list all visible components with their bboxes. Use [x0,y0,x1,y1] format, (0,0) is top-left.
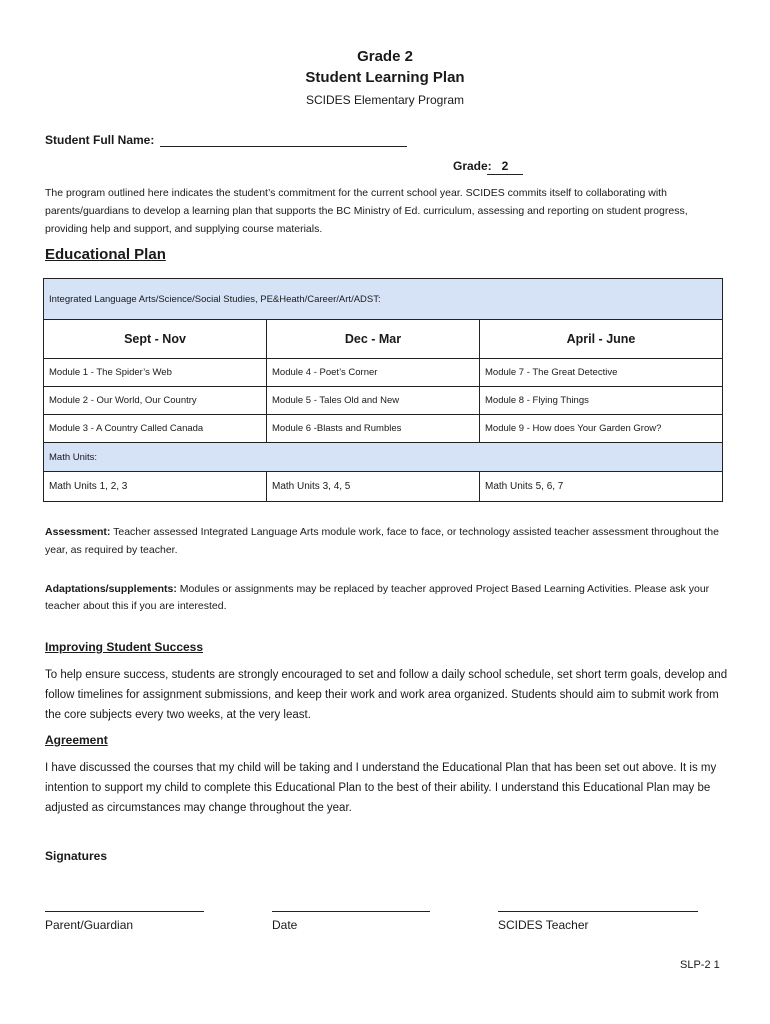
assessment-paragraph [45,523,725,559]
table-row [44,320,723,359]
module-cell: Module 8 - Flying Things [480,387,723,415]
grade-title: Grade 2 [357,48,413,65]
parent-guardian-label: Parent/Guardian [45,918,134,932]
intro-paragraph: The program outlined here indicates the student’s commitment for the current school year. SCIDES commits itself to collaborating with parents/guardians to develop a learning plan that supports the BC Ministry of Ed. curriculum, assessing and reporting on student progress, providing help and support, and supplying course materials. [45,187,688,235]
parent-signature-line[interactable] [45,911,204,912]
agreement-paragraph: I have discussed the courses that my child will be taking and I understand the Educational Plan that has been set out above. It is my intention to support my child to complete this Educational Plan to the best of their ability. I understand this Educational Plan may be adjusted as circumstances may change throughout the year. [45,762,717,814]
table-row [44,359,723,387]
assessment-text: Teacher assessed Integrated Language Arts module work, face to face, or technology assisted teacher assessment throughout the year, as required by teacher. [45,526,719,556]
subjects-cell: Integrated Language Arts/Science/Social Studies, PE&Heath/Career/Art/ADST: [44,279,723,320]
page-title: Student Learning Plan [305,69,465,86]
student-name-field[interactable] [160,146,407,147]
student-name-label: Student Full Name: [45,133,155,147]
column-header: Dec - Mar [267,320,480,359]
adaptations-text: Modules or assignments may be replaced by teacher approved Project Based Learning Activities. Please ask your teacher about this if you are interested. [45,583,710,612]
educational-plan-heading: Educational Plan [45,246,166,263]
grade-value: 2 [487,159,523,175]
module-cell: Module 9 - How does Your Garden Grow? [480,415,723,443]
table-row [44,443,723,472]
scides-teacher-label: SCIDES Teacher [498,918,589,932]
table-row [44,415,723,443]
form-code: SLP-2 [680,959,711,971]
assessment-label: Assessment: [45,526,111,538]
module-cell: Module 2 - Our World, Our Country [44,387,267,415]
math-units-cell: Math Units 5, 6, 7 [480,472,723,502]
math-units-label: Math Units: [44,443,723,472]
math-units-cell: Math Units 3, 4, 5 [267,472,480,502]
column-header: April - June [480,320,723,359]
module-cell: Module 6 -Blasts and Rumbles [267,415,480,443]
table-row [44,472,723,502]
table-row [44,387,723,415]
date-signature-line[interactable] [272,911,430,912]
educational-plan-table [43,278,723,502]
page-number: 1 [713,959,720,971]
module-cell: Module 4 - Poet’s Corner [267,359,480,387]
math-units-cell: Math Units 1, 2, 3 [44,472,267,502]
adaptations-paragraph [45,581,725,615]
date-label: Date [272,918,298,932]
module-cell: Module 3 - A Country Called Canada [44,415,267,443]
improving-heading: Improving Student Success [45,640,204,654]
agreement-heading: Agreement [45,733,108,747]
teacher-signature-line[interactable] [498,911,698,912]
grade-label: Grade: [453,159,492,173]
table-row [44,279,723,320]
signatures-heading: Signatures [45,849,108,863]
module-cell: Module 5 - Tales Old and New [267,387,480,415]
adaptations-label: Adaptations/supplements: [45,583,177,595]
program-subtitle: SCIDES Elementary Program [305,93,465,107]
improving-paragraph: To help ensure success, students are strongly encouraged to set and follow a daily school schedule, set short term goals, develop and follow timelines for assignment submissions, and keep their work and work area organized. Students should aim to submit work from the core subjects every two weeks, at the very least. [45,669,728,721]
page-footer [680,959,720,971]
column-header: Sept - Nov [44,320,267,359]
module-cell: Module 1 - The Spider’s Web [44,359,267,387]
module-cell: Module 7 - The Great Detective [480,359,723,387]
